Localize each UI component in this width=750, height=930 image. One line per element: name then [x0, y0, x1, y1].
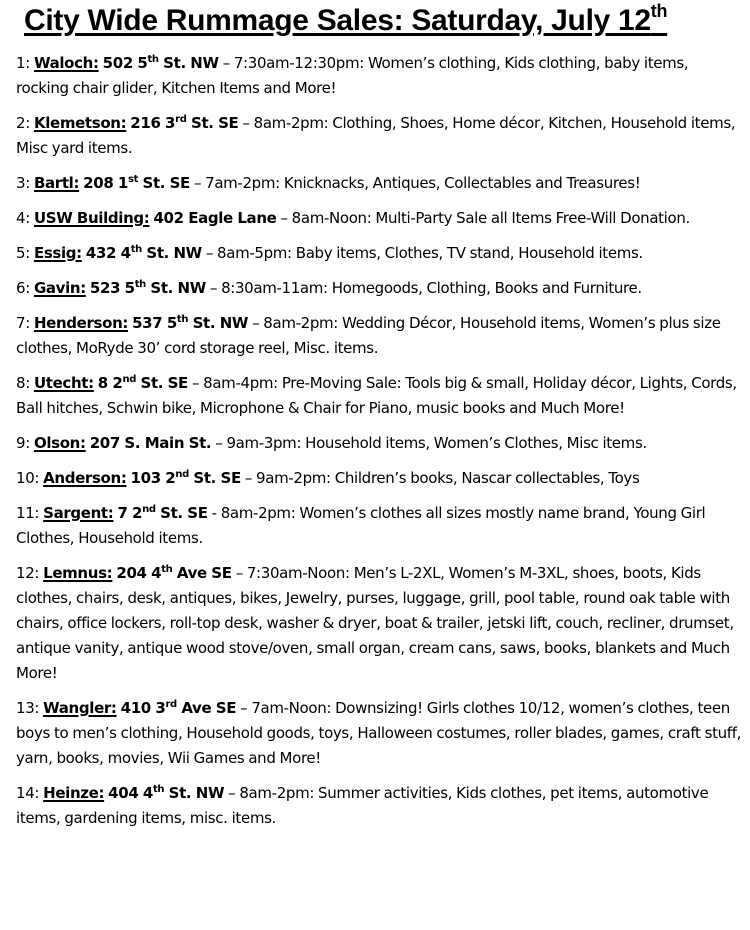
listing-address-text: 404 4 [108, 784, 153, 802]
listing-address-suffix: rd [175, 114, 187, 125]
listing-address [121, 699, 237, 717]
listing-separator: – [187, 374, 204, 392]
sale-listing [16, 111, 744, 161]
listing-address-tail: St. NW [164, 784, 225, 802]
listing-address-tail: St. SE [155, 504, 208, 522]
listing-details: 8am-5pm: Baby items, Clothes, TV stand, Household items. [217, 244, 643, 262]
sale-listing [16, 311, 744, 361]
listing-address [117, 504, 207, 522]
listing-address [131, 469, 241, 487]
listing-address [153, 209, 276, 227]
listing-address-tail: Ave SE [176, 699, 237, 717]
listing-separator: – [240, 469, 257, 487]
listing-name: Gavin: [33, 279, 86, 297]
listing-separator: – [231, 564, 247, 582]
listing-address-text: 208 1 [83, 174, 128, 192]
listing-address-text: 216 3 [130, 114, 176, 132]
sale-listing [16, 171, 744, 196]
listing-address [83, 174, 190, 192]
listing-separator: – [248, 314, 264, 332]
sale-listing [16, 206, 744, 231]
listing-details: 7am-Noon: Downsizing! Girls clothes 10/12, women’s clothes, teen boys to men’s clothing, Household goods, toys, Halloween costumes, roller blades, games, craft stuff, yarn, books, movies, Wii Games and More! [16, 699, 742, 767]
listing-name: Essig: [33, 244, 82, 262]
listing-details: 8am-Noon: Multi-Party Sale all Items Free-Will Donation. [291, 209, 690, 227]
sale-listing [16, 696, 744, 771]
listing-address-tail: St. SE [188, 469, 241, 487]
listing-address [86, 244, 202, 262]
listing-name: Utecht: [33, 374, 94, 392]
listing-separator: – [201, 244, 218, 262]
listing-separator: – [238, 114, 254, 132]
page-title [24, 3, 744, 39]
listing-address [116, 564, 231, 582]
sale-listing [16, 431, 744, 456]
listing-address-suffix: th [147, 54, 159, 65]
listing-address-text: 207 S. Main St. [89, 434, 212, 452]
listing-address-suffix: nd [142, 504, 156, 515]
listing-number: 10: [16, 469, 40, 487]
listing-name: Lemnus: [43, 564, 113, 582]
listing-address-text: 410 3 [120, 699, 166, 717]
listing-address-suffix: rd [165, 699, 177, 710]
listing-number: 6: [16, 279, 30, 297]
listing-separator: – [236, 699, 252, 717]
listing-number: 8: [16, 374, 30, 392]
listing-name: Sargent: [43, 504, 114, 522]
listing-name: USW Building: [33, 209, 150, 227]
listing-address-tail: St. SE [138, 174, 190, 192]
sale-listing [16, 561, 744, 686]
listing-address-suffix: st [127, 174, 139, 185]
listing-details: 8:30am-11am: Homegoods, Clothing, Books and Furniture. [221, 279, 642, 297]
listing-number: 4: [16, 209, 30, 227]
listing-address [103, 54, 219, 72]
listing-number: 11: [16, 504, 40, 522]
listing-details: 7:30am-Noon: Men’s L-2XL, Women’s M-3XL, shoes, boots, Kids clothes, chairs, desk, antiques, bikes, Jewelry, purses, luggage, grill, pool table, round oak table with chairs, office lockers, roll-top desk, washer & dryer, boat & trailer, jetski lift, couch, recliner, drumset, antique vanity, antique wood stove/oven, small organ, cream cans, saws, books, blankets and Much More! [16, 564, 734, 682]
listing-details: 7am-2pm: Knicknacks, Antiques, Collectables and Treasures! [205, 174, 641, 192]
listing-separator: – [276, 209, 292, 227]
listing-name: Heinze: [43, 784, 105, 802]
sale-listing [16, 781, 744, 831]
listing-address-text: 8 2 [97, 374, 123, 392]
listing-address-tail: St. NW [158, 54, 219, 72]
listing-address-text: 402 Eagle Lane [153, 209, 277, 227]
sale-listing [16, 241, 744, 266]
listing-address-suffix: th [152, 784, 165, 795]
listing-address-text: 432 4 [85, 244, 131, 262]
listing-address-text: 7 2 [117, 504, 143, 522]
listing-address [98, 374, 188, 392]
listing-number: 3: [16, 174, 30, 192]
listing-name: Klemetson: [33, 114, 127, 132]
listing-number: 9: [16, 434, 30, 452]
listing-address-suffix: th [134, 279, 146, 290]
sale-listings [16, 51, 744, 841]
listing-separator: – [205, 279, 222, 297]
sale-listing [16, 466, 744, 491]
listing-details: 8am-2pm: Wedding Décor, Household items, Women’s plus size clothes, MoRyde 30’ cord storage reel, Misc. items. [16, 314, 721, 357]
sale-listing [16, 51, 744, 101]
listing-number: 7: [16, 314, 30, 332]
listing-name: Henderson: [33, 314, 129, 332]
listing-address-tail: St. NW [188, 314, 249, 332]
listing-number: 5: [16, 244, 30, 262]
listing-address-tail: St. SE [186, 114, 239, 132]
listing-number: 12: [16, 564, 40, 582]
listing-number: 2: [16, 114, 30, 132]
listing-number: 14: [16, 784, 40, 802]
listing-address [130, 114, 238, 132]
listing-details: 9am-2pm: Children’s books, Nascar collectables, Toys [256, 469, 640, 487]
listing-address-suffix: nd [122, 374, 137, 385]
listing-separator: – [218, 54, 234, 72]
listing-details: 7:30am-12:30pm: Women’s clothing, Kids clothing, baby items, rocking chair glider, Kitchen Items and More! [16, 54, 689, 97]
listing-separator: - [207, 504, 221, 522]
listing-name: Anderson: [43, 469, 127, 487]
listing-address-tail: St. SE [136, 374, 188, 392]
page-title-text: City Wide Rummage Sales: Saturday, July 12 [24, 4, 651, 37]
listing-number: 13: [16, 699, 40, 717]
listing-address-text: 537 5 [132, 314, 177, 332]
listing-separator: – [189, 174, 206, 192]
listing-name: Olson: [33, 434, 86, 452]
listing-address [108, 784, 224, 802]
listing-address [90, 434, 212, 452]
sale-listing [16, 276, 744, 301]
listing-address [132, 314, 248, 332]
listing-address-tail: Ave SE [172, 564, 232, 582]
listing-address-suffix: nd [175, 469, 189, 480]
listing-address-text: 103 2 [130, 469, 176, 487]
listing-number: 1: [16, 54, 30, 72]
listing-address-text: 523 5 [89, 279, 135, 297]
listing-address-suffix: th [161, 564, 173, 575]
listing-name: Wangler: [43, 699, 117, 717]
listing-address-tail: St. NW [141, 244, 202, 262]
listing-address [90, 279, 206, 297]
listing-address-text: 502 5 [102, 54, 148, 72]
page-title-suffix: th [650, 1, 668, 21]
listing-address-suffix: th [130, 244, 142, 255]
listing-name: Waloch: [33, 54, 99, 72]
listing-address-text: 204 4 [116, 564, 162, 582]
listing-details: 8am-2pm: Clothing, Shoes, Home décor, Kitchen, Household items, Misc yard items. [16, 114, 736, 157]
listing-separator: – [211, 434, 227, 452]
listing-details: 8am-4pm: Pre-Moving Sale: Tools big & small, Holiday décor, Lights, Cords, Ball hitches, Schwin bike, Microphone & Chair for Piano, music books and Much More! [16, 374, 737, 417]
sale-listing [16, 371, 744, 421]
listing-separator: – [224, 784, 240, 802]
listing-address-suffix: th [176, 314, 189, 325]
listing-details: 8am-2pm: Summer activities, Kids clothes, pet items, automotive items, gardening items, misc. items. [16, 784, 709, 827]
listing-name: Bartl: [33, 174, 80, 192]
listing-details: 8am-2pm: Women’s clothes all sizes mostly name brand, Young Girl Clothes, Household items. [16, 504, 706, 547]
listing-address-tail: St. NW [145, 279, 206, 297]
sale-listing [16, 501, 744, 551]
listing-details: 9am-3pm: Household items, Women’s Clothes, Misc items. [226, 434, 647, 452]
